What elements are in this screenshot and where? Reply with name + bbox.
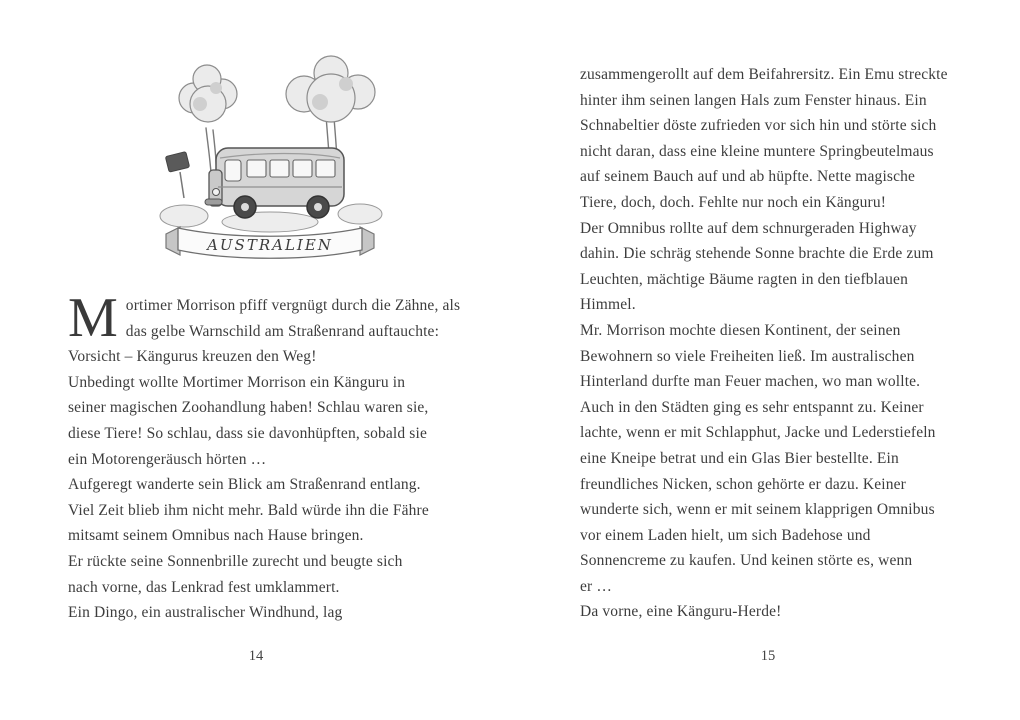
text-line: das gelbe Warnschild am Straßenrand auftauchte:: [125, 322, 440, 340]
left-page-number: 14: [248, 648, 264, 664]
left-page-text: [68, 287, 461, 626]
text-line: zusammengerollt auf dem Beifahrersitz. Ein Emu streckte: [580, 66, 948, 83]
text-line: Leuchten, mächtige Bäume ragten in den tiefblauen: [580, 270, 908, 288]
text-line: auf seinem Bauch auf und ab hüpfte. Nette magische: [580, 168, 916, 186]
text-line: hinter ihm seinen langen Hals zum Fenster hinaus. Ein: [580, 91, 927, 109]
right-page-number: 15: [760, 648, 776, 664]
australia-bus-illustration: [150, 46, 390, 266]
text-line: vor einem Laden hielt, um sich Badehose und: [580, 526, 871, 544]
text-line: ein Motorengeräusch hörten …: [68, 450, 267, 468]
text-line: Tiere, doch, doch. Fehlte nur noch ein Känguru!: [580, 193, 887, 211]
text-line: Vorsicht – Kängurus kreuzen den Weg!: [68, 348, 317, 366]
text-line: Bewohnern so viele Freiheiten ließ. Im australischen: [580, 347, 915, 365]
left-page: [68, 0, 461, 720]
left-page-lines: [68, 287, 461, 626]
text-line: Der Omnibus rollte auf dem schnurgeraden Highway: [580, 219, 917, 237]
text-line: Ein Dingo, ein australischer Windhund, lag: [68, 604, 343, 622]
text-line: freundliches Nicken, schon gehörte er dazu. Keiner: [580, 475, 906, 493]
text-line: Hinterland durfte man Feuer machen, wo man wollte.: [580, 373, 921, 391]
text-line: lachte, wenn er mit Schlapphut, Jacke und Lederstiefeln: [580, 424, 936, 442]
bus: [205, 148, 344, 218]
text-line: er …: [580, 577, 613, 595]
text-line: seiner magischen Zoohandlung haben! Schlau waren sie,: [68, 399, 429, 417]
road-sign: [165, 152, 189, 198]
text-line: ortimer Morrison pfiff vergnügt durch die Zähne, als: [125, 297, 461, 314]
text-line: diese Tiere! So schlau, dass sie davonhüpften, sobald sie: [68, 424, 427, 442]
text-line: Unbedingt wollte Mortimer Morrison ein Känguru in: [68, 373, 406, 391]
text-line: nach vorne, das Lenkrad fest umklammert.: [68, 578, 340, 596]
right-page-lines: [580, 62, 956, 625]
text-line: Da vorne, eine Känguru-Herde!: [580, 603, 782, 621]
text-line: wunderte sich, wenn er mit seinem klapprigen Omnibus: [580, 501, 935, 519]
text-line: Sonnencreme zu kaufen. Und keinen störte es, wenn: [580, 552, 913, 570]
text-line: eine Kneipe betrat und ein Glas Bier bestellte. Ein: [580, 449, 899, 467]
text-line: Mr. Morrison mochte diesen Kontinent, der seinen: [580, 321, 901, 339]
text-line: mitsamt seinem Omnibus nach Hause bringen.: [68, 527, 364, 545]
text-line: Er rückte seine Sonnenbrille zurecht und beugte sich: [68, 552, 403, 570]
text-line: nicht daran, dass eine kleine muntere Springbeutelmaus: [580, 142, 934, 160]
illustration-svg: [150, 46, 390, 266]
banner-label: AUSTRALIEN: [207, 236, 333, 254]
right-page-text: [580, 62, 956, 625]
bushes: [160, 204, 382, 232]
text-line: Auch in den Städten ging es sehr entspannt zu. Keiner: [580, 398, 924, 416]
text-line: dahin. Die schräg stehende Sonne brachte die Erde zum: [580, 245, 934, 263]
right-page: [580, 0, 956, 720]
drop-cap: M: [68, 287, 118, 349]
text-line: Aufgeregt wanderte sein Blick am Straßenrand entlang.: [68, 476, 421, 494]
text-line: Viel Zeit blieb ihm nicht mehr. Bald würde ihn die Fähre: [68, 501, 429, 519]
text-line: Himmel.: [580, 296, 636, 314]
text-line: Schnabeltier döste zufrieden vor sich hin und störte sich: [580, 117, 937, 135]
